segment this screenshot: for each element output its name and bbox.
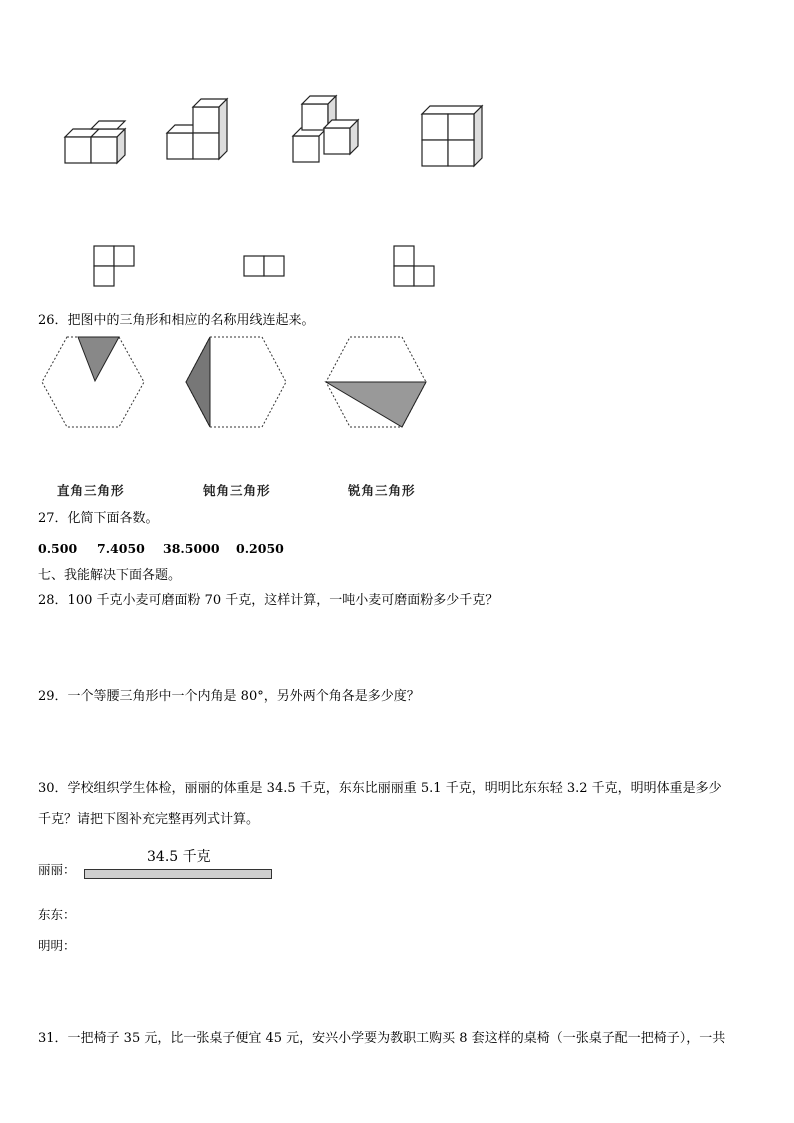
question-27: 27．化简下面各数。 bbox=[38, 511, 159, 526]
question-28: 28．100 千克小麦可磨面粉 70 千克，这样计算，一吨小麦可磨面粉多少千克？ bbox=[38, 593, 499, 608]
hexagon-3 bbox=[326, 337, 426, 427]
view-1 bbox=[94, 246, 134, 286]
view-2 bbox=[244, 256, 284, 276]
question-30-line-1: 30．学校组织学生体检，丽丽的体重是 34.5 千克，东东比丽丽重 5.1 千克，明明比东东轻 3.2 千克，明明体重是多少 bbox=[38, 781, 722, 796]
triangle-name-obtuse: 钝角三角形 bbox=[203, 483, 271, 498]
lili-weight-bar bbox=[84, 869, 272, 879]
cube-solid-4 bbox=[422, 106, 482, 166]
view-3 bbox=[394, 246, 434, 286]
question-26: 26．把图中的三角形和相应的名称用线连起来。 bbox=[38, 313, 315, 328]
triangle-name-acute: 锐角三角形 bbox=[348, 483, 416, 498]
flat-views-figure bbox=[90, 242, 440, 292]
hexagon-2 bbox=[186, 337, 286, 427]
question-30-line-2: 千克？请把下图补充完整再列式计算。 bbox=[38, 812, 260, 827]
hexagon-1 bbox=[42, 337, 144, 427]
cube-solids-figure bbox=[60, 92, 500, 172]
cube-solid-1 bbox=[65, 121, 125, 163]
lili-weight-label: 34.5 千克 bbox=[147, 849, 211, 865]
hexagon-triangles-figure bbox=[40, 334, 440, 430]
name-dongdong: 东东： bbox=[38, 907, 76, 922]
section-7-heading: 七、我能解决下面各题。 bbox=[38, 568, 182, 583]
cube-solid-2 bbox=[167, 99, 227, 159]
triangle-name-right: 直角三角形 bbox=[57, 483, 125, 498]
number-3: 38.5000 bbox=[163, 541, 220, 556]
question-29: 29．一个等腰三角形中一个内角是 80°，另外两个角各是多少度？ bbox=[38, 689, 420, 704]
number-2: 7.4050 bbox=[97, 541, 145, 556]
name-lili: 丽丽： bbox=[38, 862, 76, 877]
question-31: 31．一把椅子 35 元，比一张桌子便宜 45 元，安兴小学要为教职工购买 8 套这样的桌椅（一张桌子配一把椅子），一共 bbox=[38, 1031, 726, 1046]
name-mingming: 明明： bbox=[38, 938, 76, 953]
number-4: 0.2050 bbox=[236, 541, 284, 556]
cube-solid-3 bbox=[293, 96, 358, 162]
number-1: 0.500 bbox=[38, 541, 78, 556]
